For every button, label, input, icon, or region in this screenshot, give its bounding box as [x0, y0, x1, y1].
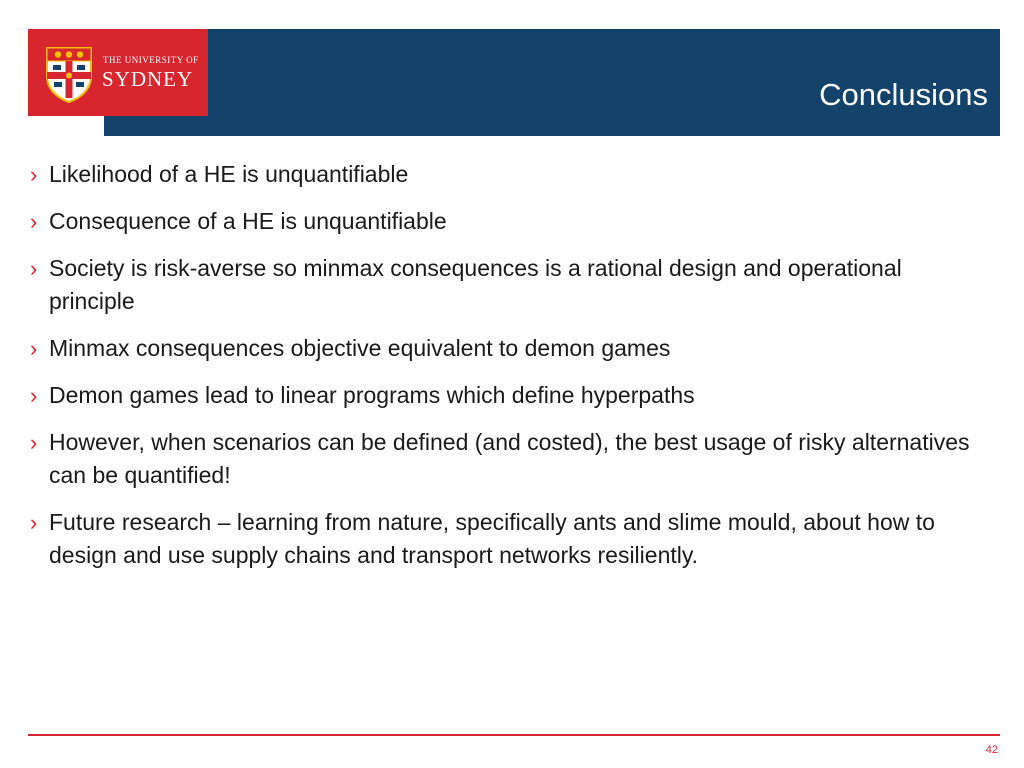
bullet-marker: ›: [30, 430, 38, 455]
bullet-item: [30, 332, 990, 365]
bullet-text: Consequence of a HE is unquantifiable: [49, 208, 447, 234]
logo-text-university-of: THE UNIVERSITY OF: [103, 55, 199, 65]
bullet-item: [30, 252, 990, 318]
bullet-marker: ›: [30, 256, 38, 281]
bullet-item: [30, 426, 990, 492]
bullet-text: Demon games lead to linear programs which define hyperpaths: [49, 382, 695, 408]
bullet-text: Future research – learning from nature, specifically ants and slime mould, about how to design and use supply chains and transport networks resiliently.: [49, 509, 935, 568]
bullet-marker: ›: [30, 383, 38, 408]
bullet-item: [30, 379, 990, 412]
bullet-item: [30, 506, 990, 572]
bullet-text: However, when scenarios can be defined (and costed), the best usage of risky alternatives can be quantified!: [49, 429, 970, 488]
bullet-marker: ›: [30, 336, 38, 361]
university-logo: [28, 29, 208, 116]
bullet-text: Society is risk-averse so minmax consequences is a rational design and operational principle: [49, 255, 902, 314]
bullet-item: [30, 158, 990, 191]
bullet-marker: ›: [30, 162, 38, 187]
bullet-item: [30, 205, 990, 238]
bullet-text: Likelihood of a HE is unquantifiable: [49, 161, 409, 187]
header-bar: [104, 29, 1000, 136]
slide-title: Conclusions: [819, 77, 988, 112]
page-number: 42: [985, 744, 998, 756]
bullet-list: [30, 158, 990, 586]
bullet-marker: ›: [30, 209, 38, 234]
bullet-marker: ›: [30, 510, 38, 535]
bullet-text: Minmax consequences objective equivalent to demon games: [49, 335, 671, 361]
university-crest-icon: [44, 44, 94, 104]
logo-text-sydney: SYDNEY: [102, 67, 194, 91]
footer-divider: [28, 734, 1000, 736]
